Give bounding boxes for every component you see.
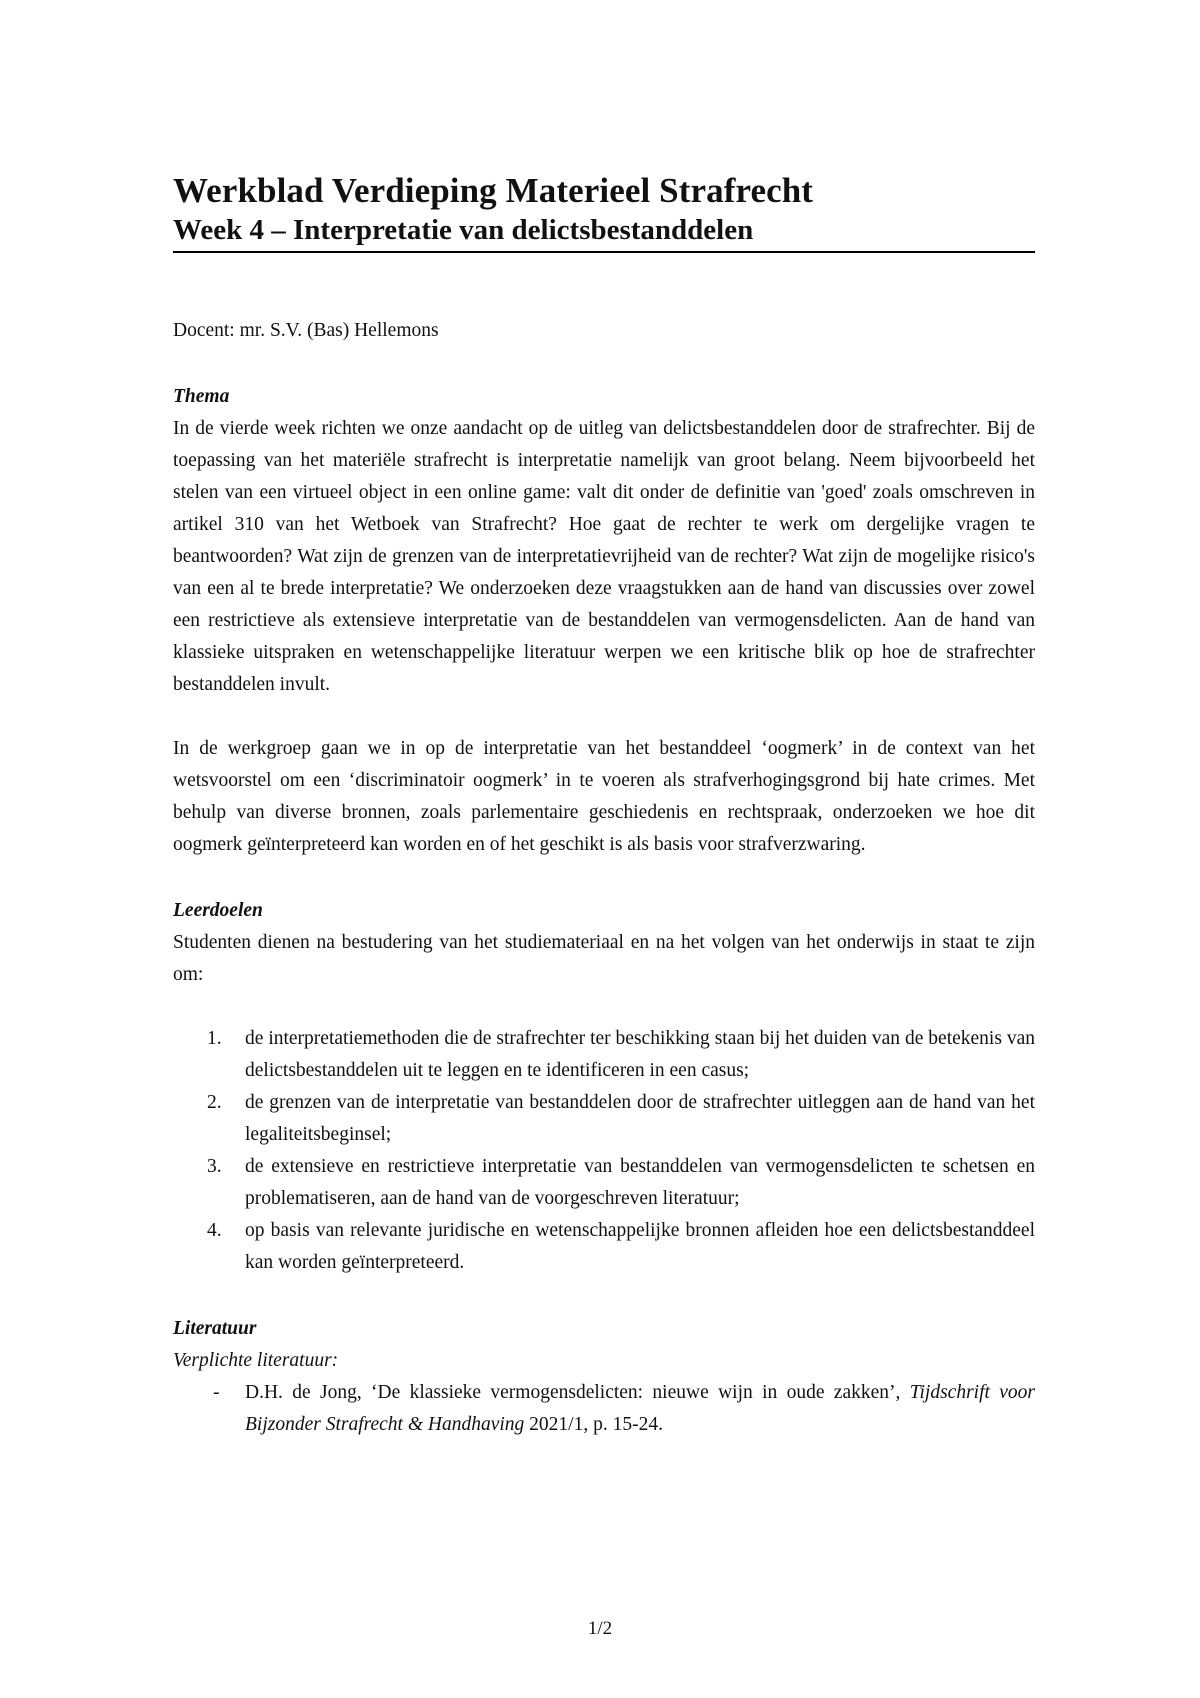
page-number: 1/2: [587, 1618, 613, 1639]
literature-list: [173, 1377, 1035, 1441]
learning-goal-item: [173, 1023, 1035, 1087]
goal-text: de interpretatiemethoden die de strafrechter ter beschikking staan bij het duiden van de betekenis van delictsbestanddelen uit te leggen en te identificeren in een casus;: [245, 1028, 1035, 1081]
section-heading-literatuur: Literatuur: [173, 1318, 257, 1339]
literature-author-title: D.H. de Jong, ‘De klassieke vermogensdelicten: nieuwe wijn in oude zakken’,: [245, 1382, 910, 1403]
learning-goal-item: [173, 1215, 1035, 1279]
goal-text: de extensieve en restrictieve interpretatie van bestanddelen van vermogensdelicten te schetsen en problematiseren, aan de hand van de voorgeschreven literatuur;: [245, 1156, 1035, 1209]
teacher-line: Docent: mr. S.V. (Bas) Hellemons: [173, 320, 439, 341]
learning-goal-item: [173, 1151, 1035, 1215]
list-dash: -: [213, 1382, 220, 1403]
leerdoelen-intro: Studenten dienen na bestudering van het studiemateriaal en na het volgen van het onderwijs in staat te zijn om:: [173, 932, 1035, 985]
goal-number: 2.: [207, 1092, 222, 1113]
literature-citation: 2021/1, p. 15-24.: [524, 1414, 663, 1435]
section-heading-leerdoelen: Leerdoelen: [173, 900, 263, 921]
literatuur-subheading: Verplichte literatuur:: [173, 1350, 339, 1371]
thema-paragraph-1: In de vierde week richten we onze aandacht op de uitleg van delictsbestanddelen door de strafrechter. Bij de toepassing van het materiële strafrecht is interpretatie namelijk van groot belang. Neem bijvoorbeeld het stelen van een virtueel object in een online game: valt dit onder de definitie van 'goed' zoals omschreven in artikel 310 van het Wetboek van Strafrecht? Hoe gaat de rechter te werk om dergelijke vragen te beantwoorden? Wat zijn de grenzen van de interpretatievrijheid van de rechter? Wat zijn de mogelijke risico's van een al te brede interpretatie? We onderzoeken deze vraagstukken aan de hand van discussies over zowel een restrictieve als extensieve interpretatie van de bestanddelen van vermogensdelicten. Aan de hand van klassieke uitspraken en wetenschappelijke literatuur werpen we een kritische blik op hoe de strafrechter bestanddelen invult.: [173, 418, 1035, 695]
section-heading-thema: Thema: [173, 386, 230, 407]
document-title: Werkblad Verdieping Materieel Strafrecht: [173, 171, 814, 210]
literature-item: [173, 1377, 1035, 1441]
literature-journal: Tijdschrift voor Bijzonder Strafrecht & Handhaving: [245, 1382, 1035, 1435]
document-subtitle: Week 4 – Interpretatie van delictsbestanddelen: [173, 212, 1035, 253]
learning-goal-item: [173, 1087, 1035, 1151]
goal-number: 3.: [207, 1156, 222, 1177]
goal-number: 1.: [207, 1028, 222, 1049]
goal-text: op basis van relevante juridische en wetenschappelijke bronnen afleiden hoe een delictsbestanddeel kan worden geïnterpreteerd.: [245, 1220, 1035, 1273]
goal-text: de grenzen van de interpretatie van bestanddelen door de strafrechter uitleggen aan de hand van het legaliteitsbeginsel;: [245, 1092, 1035, 1145]
thema-paragraph-2: In de werkgroep gaan we in op de interpretatie van het bestanddeel ‘oogmerk’ in de context van het wetsvoorstel om een ‘discriminatoir oogmerk’ in te voeren als strafverhogingsgrond bij hate crimes. Met behulp van diverse bronnen, zoals parlementaire geschiedenis en rechtspraak, onderzoeken we hoe dit oogmerk geïnterpreteerd kan worden en of het geschikt is als basis voor strafverzwaring.: [173, 738, 1035, 855]
goal-number: 4.: [207, 1220, 222, 1241]
document-page: [173, 170, 1035, 1441]
learning-goals-list: [173, 1023, 1035, 1279]
